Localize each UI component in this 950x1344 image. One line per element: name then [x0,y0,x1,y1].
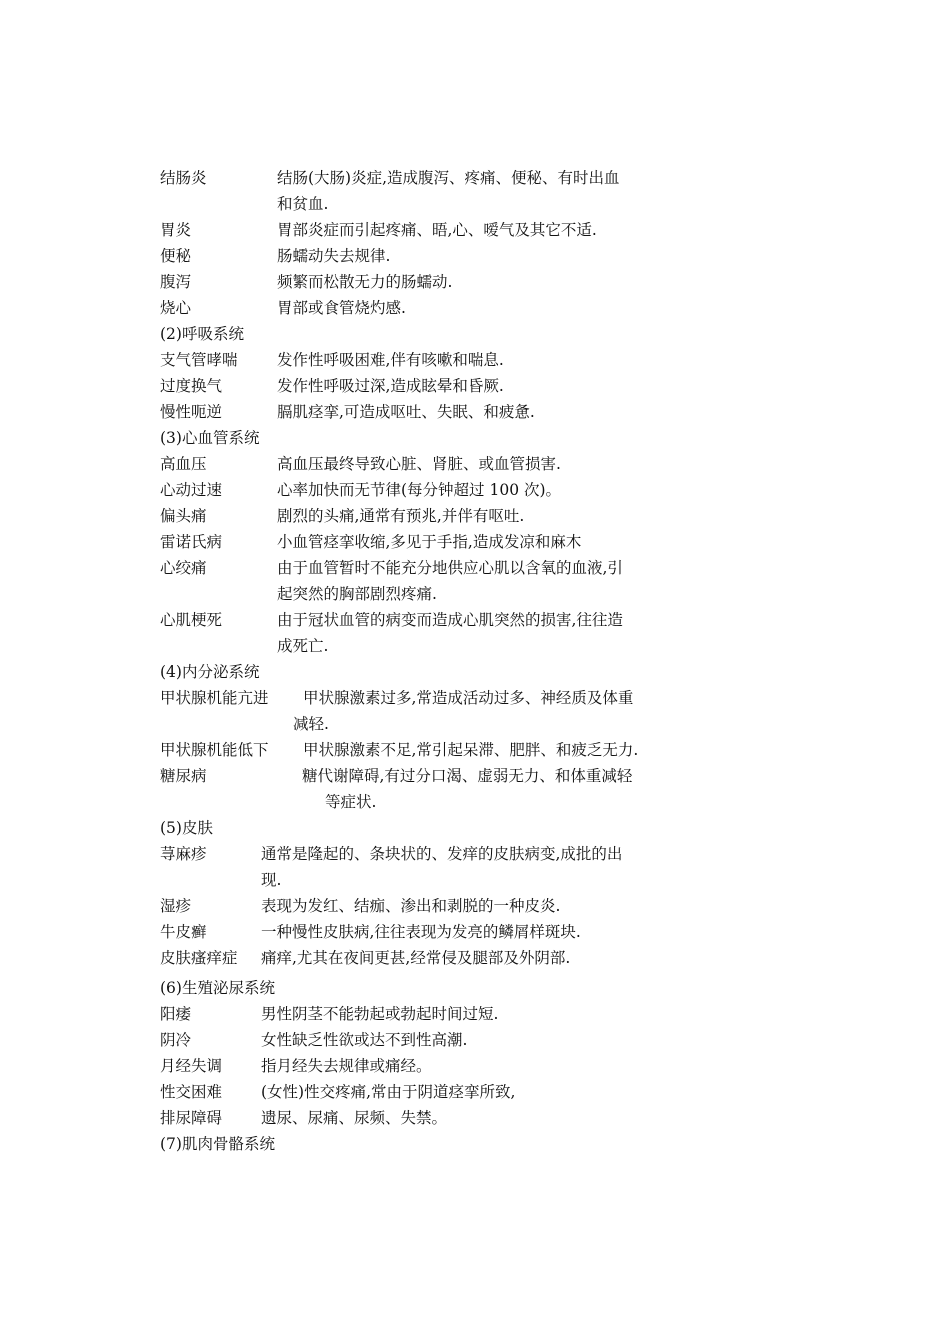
entry-definition: (女性)性交疼痛,常由于阴道痉挛所致, [261,1083,516,1101]
entry-definition: 甲状腺激素过多,常造成活动过多、神经质及体重 [303,689,634,707]
entry-term: 牛皮癣 [160,923,207,941]
entry-term: 便秘 [160,247,192,265]
entry-definition: 结肠(大肠)炎症,造成腹泻、疼痛、便秘、有时出血 [277,169,620,187]
entry-definition: 起突然的胸部剧烈疼痛. [277,585,437,603]
entry-term: 心动过速 [160,481,223,499]
entry-definition: 小血管痉挛收缩,多见于手指,造成发凉和麻木 [277,533,582,551]
entry-definition: 一种慢性皮肤病,往往表现为发亮的鳞屑样斑块. [261,923,581,941]
entry-term: 慢性呃逆 [160,403,223,421]
entry-definition: 剧烈的头痛,通常有预兆,并伴有呕吐. [277,507,525,525]
section-heading: (5)皮肤 [160,819,213,837]
entry-definition: 胃部或食管烧灼感. [277,299,406,317]
entry-definition: 痛痒,尤其在夜间更甚,经常侵及腿部及外阴部. [261,949,571,967]
entry-definition: 由于冠状血管的病变而造成心肌突然的损害,往往造 [277,611,623,629]
section-heading: (3)心血管系统 [160,429,260,447]
entry-term: 烧心 [160,299,192,317]
entry-definition: 等症状. [325,793,377,811]
entry-definition: 通常是隆起的、条块状的、发痒的皮肤病变,成批的出 [261,845,623,863]
entry-definition: 肠蠕动失去规律. [277,247,391,265]
entry-term: 排尿障碍 [160,1109,223,1127]
entry-term: 高血压 [160,455,207,473]
entry-term: 胃炎 [160,221,192,239]
section-heading: (7)肌肉骨骼系统 [160,1135,275,1153]
entry-term: 月经失调 [160,1057,223,1075]
section-heading: (6)生殖泌尿系统 [160,979,275,997]
entry-definition: 女性缺乏性欲或达不到性高潮. [261,1031,468,1049]
entry-term: 雷诺氏病 [160,533,223,551]
entry-definition: 男性阴茎不能勃起或勃起时间过短. [261,1005,499,1023]
entry-term: 偏头痛 [160,507,207,525]
entry-term: 荨麻疹 [160,845,207,863]
entry-definition: 和贫血. [277,195,329,213]
entry-term: 阳痿 [160,1005,192,1023]
entry-definition: 现. [261,871,282,889]
entry-definition: 发作性呼吸过深,造成眩晕和昏厥. [277,377,504,395]
entry-definition: 心率加快而无节律(每分钟超过 100 次)。 [277,481,562,499]
entry-term: 甲状腺机能亢进 [160,689,269,707]
entry-term: 糖尿病 [160,767,207,785]
section-heading: (4)内分泌系统 [160,663,260,681]
entry-term: 性交困难 [160,1083,223,1101]
entry-term: 腹泻 [160,273,192,291]
entry-definition: 发作性呼吸困难,伴有咳嗽和喘息. [277,351,504,369]
entry-term: 阴冷 [160,1031,192,1049]
entry-definition: 遗尿、尿痛、尿频、失禁。 [261,1109,448,1127]
entry-definition: 膈肌痉挛,可造成呕吐、失眠、和疲惫. [277,403,535,421]
entry-definition: 糖代谢障碍,有过分口渴、虚弱无力、和体重减轻 [302,767,633,785]
entry-term: 皮肤瘙痒症 [160,949,238,967]
entry-term: 结肠炎 [160,169,207,187]
entry-definition: 甲状腺激素不足,常引起呆滞、肥胖、和疲乏无力. [303,741,639,759]
section-heading: (2)呼吸系统 [160,325,244,343]
entry-definition: 减轻. [293,715,329,733]
entry-term: 湿疹 [160,897,192,915]
entry-definition: 表现为发红、结痂、渗出和剥脱的一种皮炎. [261,897,561,915]
entry-term: 心肌梗死 [160,611,223,629]
entry-definition: 胃部炎症而引起疼痛、晤,心、嗳气及其它不适. [277,221,597,239]
entry-definition: 高血压最终导致心脏、肾脏、或血管损害. [277,455,561,473]
entry-definition: 由于血管暂时不能充分地供应心肌以含氧的血液,引 [277,559,623,577]
entry-definition: 成死亡. [277,637,329,655]
entry-term: 甲状腺机能低下 [160,741,269,759]
entry-term: 心绞痛 [160,559,207,577]
entry-term: 支气管哮喘 [160,351,238,369]
entry-definition: 频繁而松散无力的肠蠕动. [277,273,453,291]
entry-term: 过度换气 [160,377,223,395]
entry-definition: 指月经失去规律或痛经。 [261,1057,432,1075]
